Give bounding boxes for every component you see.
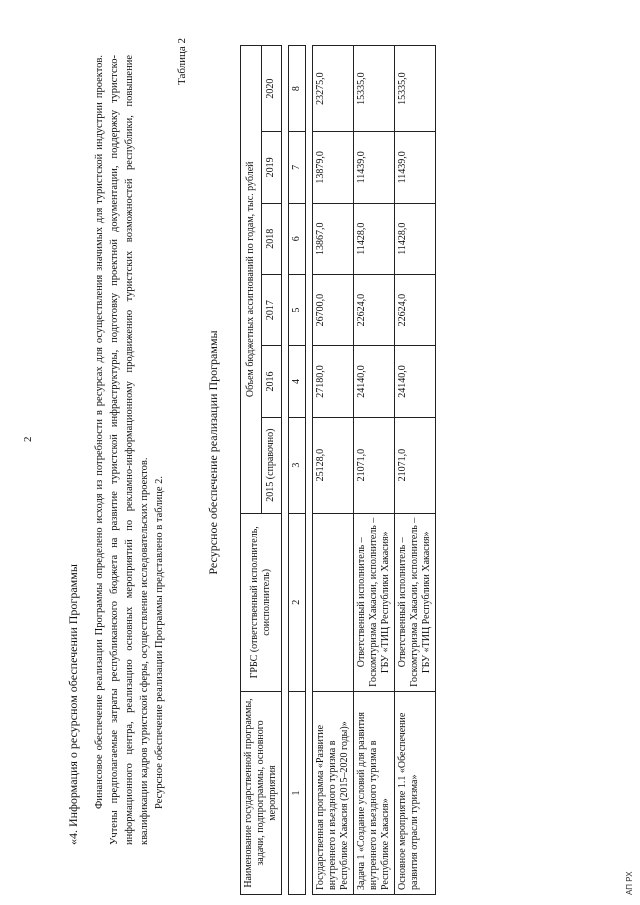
row-name: Задача 1 «Создание условий для развития внутреннего и въездного туризма в Республике Хакасия» xyxy=(354,691,395,894)
year-2017: 2017 xyxy=(261,274,282,345)
row-value-2019: 13879,0 xyxy=(313,132,354,203)
row-grbs xyxy=(313,513,354,691)
year-2015: 2015 (справочно) xyxy=(261,417,282,513)
table-label: Таблица 2 xyxy=(176,37,188,85)
resource-table xyxy=(240,45,436,895)
year-2018: 2018 xyxy=(261,203,282,274)
col-number: 1 xyxy=(289,691,306,894)
col-number: 7 xyxy=(289,132,306,203)
row-value-2019: 11439,0 xyxy=(395,132,436,203)
row-value-2018: 11428,0 xyxy=(395,203,436,274)
row-value-2016: 27180,0 xyxy=(313,346,354,417)
row-value-2015: 25128,0 xyxy=(313,417,354,513)
table-row xyxy=(313,46,354,895)
paragraph-table-reference: Ресурсное обеспечение реализации Программы представлено в таблице 2. xyxy=(154,476,165,809)
paragraph-financing: Финансовое обеспечение реализации Программы определено исходя из потребности в ресурсах для осуществления значимых для туристской индустрии проектов. Учтены предполагаемые затраты республиканского бюджета на развитие туристской инфраструктуры, подготовку проектной документации, поддержку туристско-информационного центра, реализацию основных мероприятий по рекламно-информационному продвижению туристских возможностей республики, повышение квалификации кадров туристской сферы, осуществление исследовательских проектов. xyxy=(94,55,150,845)
table-caption: Ресурсное обеспечение реализации Программы xyxy=(206,330,220,575)
header-row-1 xyxy=(241,46,262,895)
row-value-2015: 21071,0 xyxy=(354,417,395,513)
row-value-2020: 15335,0 xyxy=(354,46,395,132)
col-number: 6 xyxy=(289,203,306,274)
row-value-2018: 13867,0 xyxy=(313,203,354,274)
section-heading: «4. Информация о ресурсном обеспечении Программы xyxy=(66,564,80,845)
col-number: 3 xyxy=(289,417,306,513)
row-name: Государственная программа «Развитие внутреннего и въездного туризма в Республике Хакасия (2015–2020 годы)» xyxy=(313,691,354,894)
row-value-2017: 26700,0 xyxy=(313,274,354,345)
numbering-row xyxy=(289,46,306,895)
row-value-2017: 22624,0 xyxy=(354,274,395,345)
row-name: Основное мероприятие 1.1 «Обеспечение развития отрасли туризма» xyxy=(395,691,436,894)
col-number: 4 xyxy=(289,346,306,417)
row-value-2020: 23275,0 xyxy=(313,46,354,132)
year-2016: 2016 xyxy=(261,346,282,417)
row-value-2019: 11439,0 xyxy=(354,132,395,203)
row-value-2020: 15335,0 xyxy=(395,46,436,132)
table-row xyxy=(395,46,436,895)
numbering-gap xyxy=(306,46,313,895)
row-value-2017: 22624,0 xyxy=(395,274,436,345)
row-value-2018: 11428,0 xyxy=(354,203,395,274)
header-name: Наименование государственной программы, задачи, подпрограммы, основного мероприятия xyxy=(241,691,282,894)
header-gap xyxy=(282,46,289,895)
table-row xyxy=(354,46,395,895)
col-number: 5 xyxy=(289,274,306,345)
row-value-2015: 21071,0 xyxy=(395,417,436,513)
row-value-2016: 24140,0 xyxy=(395,346,436,417)
col-number: 8 xyxy=(289,46,306,132)
year-2019: 2019 xyxy=(261,132,282,203)
footer-mark: АП РХ xyxy=(625,871,634,895)
row-grbs: Ответственный исполнитель – Госкомтуризма Хакасии, исполнитель – ГБУ «ТИЦ Республики Хакасия» xyxy=(354,513,395,691)
col-number: 2 xyxy=(289,513,306,691)
header-grbs: ГРБС (ответственный исполнитель, соисполнитель) xyxy=(241,513,282,691)
header-budget: Объем бюджетных ассигнований по годам, тыс. рублей xyxy=(241,46,262,514)
row-value-2016: 24140,0 xyxy=(354,346,395,417)
year-2020: 2020 xyxy=(261,46,282,132)
row-grbs: Ответственный исполнитель – Госкомтуризма Хакасии, исполнитель – ГБУ «ТИЦ Республики Хакасия» xyxy=(395,513,436,691)
page-number: 2 xyxy=(22,436,34,442)
